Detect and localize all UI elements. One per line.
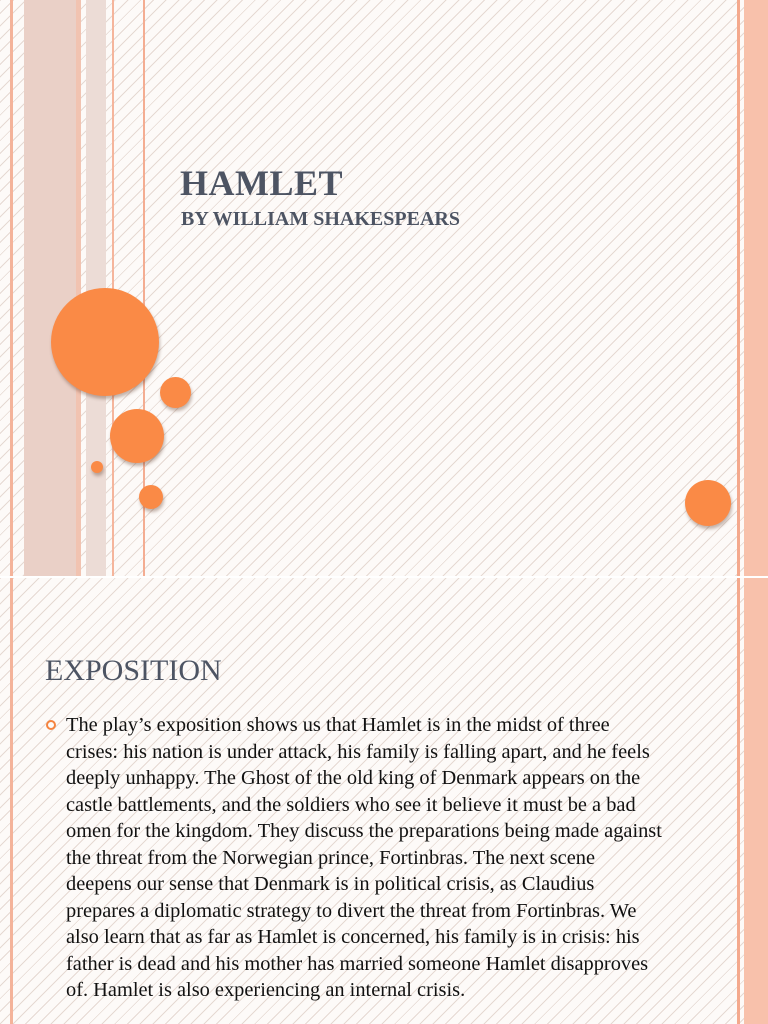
decorative-bar bbox=[744, 0, 768, 576]
slide-title: HAMLET bbox=[180, 163, 344, 203]
bullet-list bbox=[45, 712, 665, 1004]
decorative-bar bbox=[24, 0, 76, 576]
decorative-bar bbox=[10, 0, 13, 576]
bullet-text: The play’s exposition shows us that Hamlet is in the midst of three crises: his nation is under attack, his family is falling apart, and he feels deeply unhappy. The Ghost of the old king of Denmark appears on the castle battlements, and the soldiers who see it believe it must be a bad omen for the kingdom. They discuss the preparations being made against the threat from the Norwegian prince, Fortinbras. The next scene deepens our sense that Denmark is in political crisis, as Claudius prepares a diplomatic strategy to divert the threat from Fortinbras. We also learn that as far as Hamlet is concerned, his family is in crisis: his father is dead and his mother has married someone Hamlet disapproves of. Hamlet is also experiencing an internal crisis. bbox=[66, 714, 662, 1001]
exposition-slide bbox=[0, 578, 768, 1024]
decorative-bar bbox=[737, 578, 740, 1024]
decorative-circle bbox=[160, 377, 191, 408]
hollow-circle-bullet-icon bbox=[46, 720, 56, 730]
decorative-circle bbox=[685, 480, 731, 526]
decorative-circle bbox=[91, 461, 103, 473]
decorative-bar bbox=[744, 578, 768, 1024]
decorative-bar bbox=[76, 0, 81, 576]
decorative-circle bbox=[110, 409, 164, 463]
list-item bbox=[45, 712, 665, 1004]
decorative-circle bbox=[51, 288, 159, 396]
slide-heading: EXPOSITION bbox=[45, 654, 222, 687]
decorative-circle bbox=[139, 485, 163, 509]
decorative-bar bbox=[737, 0, 740, 576]
decorative-bar bbox=[10, 578, 13, 1024]
slide-subtitle: BY WILLIAM SHAKESPEARS bbox=[181, 208, 460, 230]
